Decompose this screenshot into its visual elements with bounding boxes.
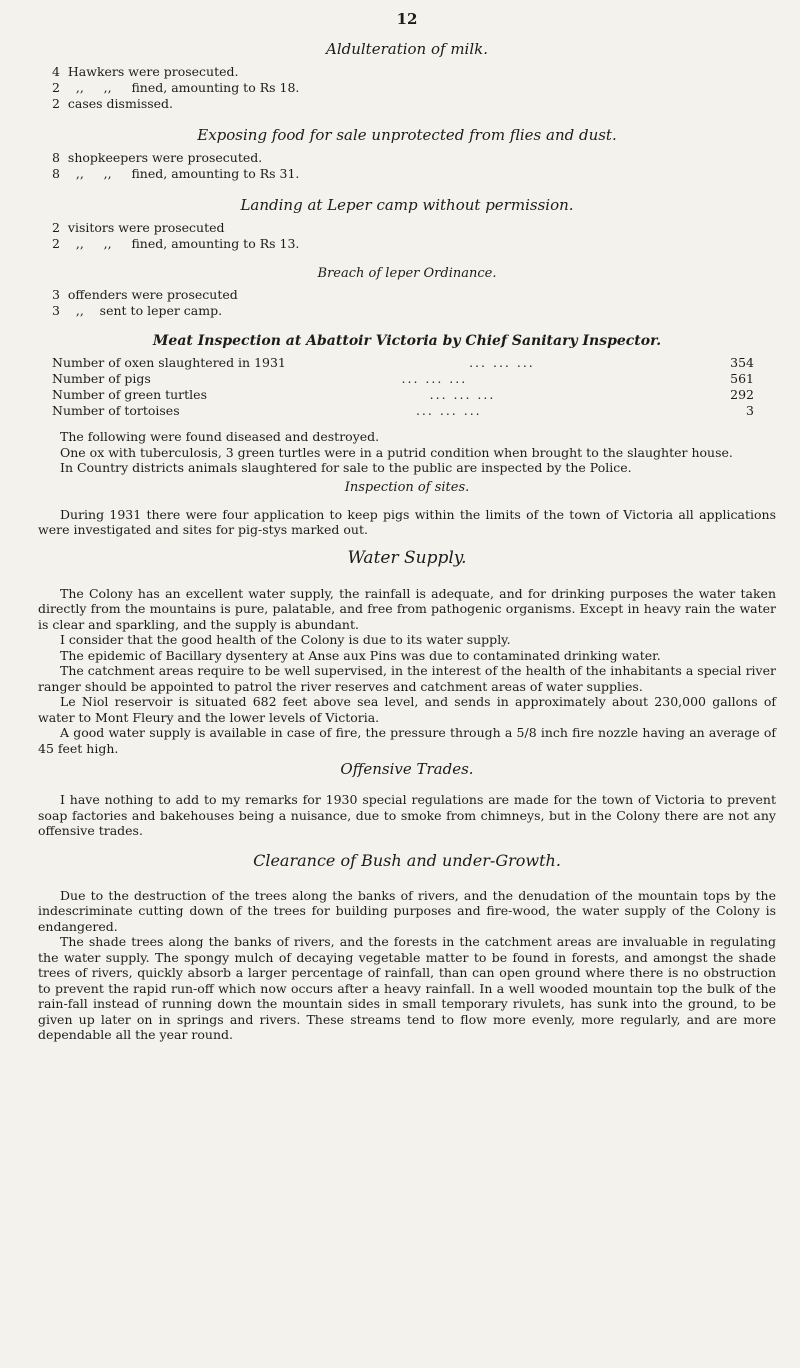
food-line-1: 8 shopkeepers were prosecuted. xyxy=(52,150,263,165)
leader-dots: ... ... ... xyxy=(401,371,468,386)
paragraph: The Colony has an excellent water supply, the rainfall is adequate, and for drinking purposes the water taken directly from the mountains is pure, palatable, and free from pathogenic organisms. Except in heavy rain the water is clear and sparkling, and the supply is abundant. xyxy=(38,585,776,632)
paragraph: I consider that the good health of the Colony is due to its water supply. xyxy=(60,632,511,647)
row-value: 561 xyxy=(730,371,754,386)
leader-dots: ... ... ... xyxy=(469,355,535,370)
meat-inspection-table xyxy=(52,355,754,419)
table-row xyxy=(52,355,754,371)
paragraph: In Country districts animals slaughtered for sale to the public are inspected by the Police. xyxy=(60,460,632,475)
row-label: Number of pigs xyxy=(52,371,151,386)
landing-line-1: 2 visitors were prosecuted xyxy=(52,220,225,235)
heading-landing-leper-camp: Landing at Leper camp without permission. xyxy=(240,196,574,214)
paragraph: A good water supply is available in case of fire, the pressure through a 5/8 inch fire nozzle having an average of 45 feet high. xyxy=(38,725,776,756)
row-value: 354 xyxy=(730,355,754,370)
heading-breach-leper-ordinance: Breach of leper Ordinance. xyxy=(317,266,497,281)
paragraph: The catchment areas require to be well supervised, in the interest of the health of the inhabitants a special river ranger should be appointed to patrol the river reserves and catchment areas of water supplies. xyxy=(38,663,776,694)
paragraph: During 1931 there were four application to keep pigs within the limits of the town of Victoria all applications were investigated and sites for pig-stys marked out. xyxy=(38,506,776,537)
table-row xyxy=(52,387,754,403)
paragraph: Le Niol reservoir is situated 682 feet above sea level, and sends in approximately about 230,000 gallons of water to Mont Fleury and the lower levels of Victoria. xyxy=(38,694,776,725)
food-line-2: 8 ,, ,, fined, amounting to Rs 31. xyxy=(52,166,300,181)
breach-line-1: 3 offenders were prosecuted xyxy=(52,287,238,302)
milk-line-3: 2 cases dismissed. xyxy=(52,96,174,111)
page-number: 12 xyxy=(396,10,418,28)
paragraph: Due to the destruction of the trees along the banks of rivers, and the denudation of the mountain tops by the indescriminate cutting down of the trees for building purposes and fire-wood, the water supply of the Colony is endangered. xyxy=(38,887,776,934)
heading-inspection-of-sites: Inspection of sites. xyxy=(344,479,470,495)
heading-water-supply: Water Supply. xyxy=(347,547,467,568)
table-row xyxy=(52,403,754,419)
row-value: 292 xyxy=(730,387,754,402)
heading-exposing-food: Exposing food for sale unprotected from flies and dust. xyxy=(197,126,617,144)
row-label: Number of tortoises xyxy=(52,403,180,418)
heading-meat-inspection: Meat Inspection at Abattoir Victoria by Chief Sanitary Inspector. xyxy=(152,333,662,349)
paragraph: I have nothing to add to my remarks for 1930 special regulations are made for the town of Victoria to prevent soap factories and bakehouses being a nuisance, due to smoke from chimneys, but in the Colony there are not any offensive trades. xyxy=(38,792,776,838)
heading-clearance-of-bush: Clearance of Bush and under-Growth. xyxy=(253,850,561,870)
paragraph: One ox with tuberculosis, 3 green turtles were in a putrid condition when brought to the slaughter house. xyxy=(60,444,733,460)
leader-dots: ... ... ... xyxy=(429,387,496,402)
heading-adulteration-of-milk: Aldulteration of milk. xyxy=(325,40,489,58)
breach-line-2: 3 ,, sent to leper camp. xyxy=(52,303,223,318)
leader-dots: ... ... ... xyxy=(415,403,482,418)
table-row xyxy=(52,371,754,387)
row-label: Number of green turtles xyxy=(52,387,207,402)
paragraph: The following were found diseased and destroyed. xyxy=(60,429,380,444)
paragraph: The shade trees along the banks of rivers, and the forests in the catchment areas are invaluable in regulating the water supply. The spongy mulch of decaying vegetable matter to be found in forests, and amongst the shade trees of rivers, quickly absorb a larger percentage of rainfall, than can open ground where there is no obstruction to prevent the rapid run-off which now occurs after a heavy rainfall. In a well wooded mountain top the bulk of the rain-fall instead of running down the mountain sides in small temporary rivulets, has sunk into the ground, to be given up later on in springs and rivers. These streams tend to flow more evenly, more regularly, and are more dependable all the year round. xyxy=(38,934,776,1042)
heading-offensive-trades: Offensive Trades. xyxy=(340,760,474,778)
row-label: Number of oxen slaughtered in 1931 xyxy=(52,355,286,370)
milk-line-1: 4 Hawkers were prosecuted. xyxy=(52,64,239,79)
row-value: 3 xyxy=(746,403,754,418)
milk-line-2: 2 ,, ,, fined, amounting to Rs 18. xyxy=(52,80,300,95)
landing-line-2: 2 ,, ,, fined, amounting to Rs 13. xyxy=(52,236,300,251)
paragraph: The epidemic of Bacillary dysentery at Anse aux Pins was due to contaminated drinking water. xyxy=(60,647,661,663)
